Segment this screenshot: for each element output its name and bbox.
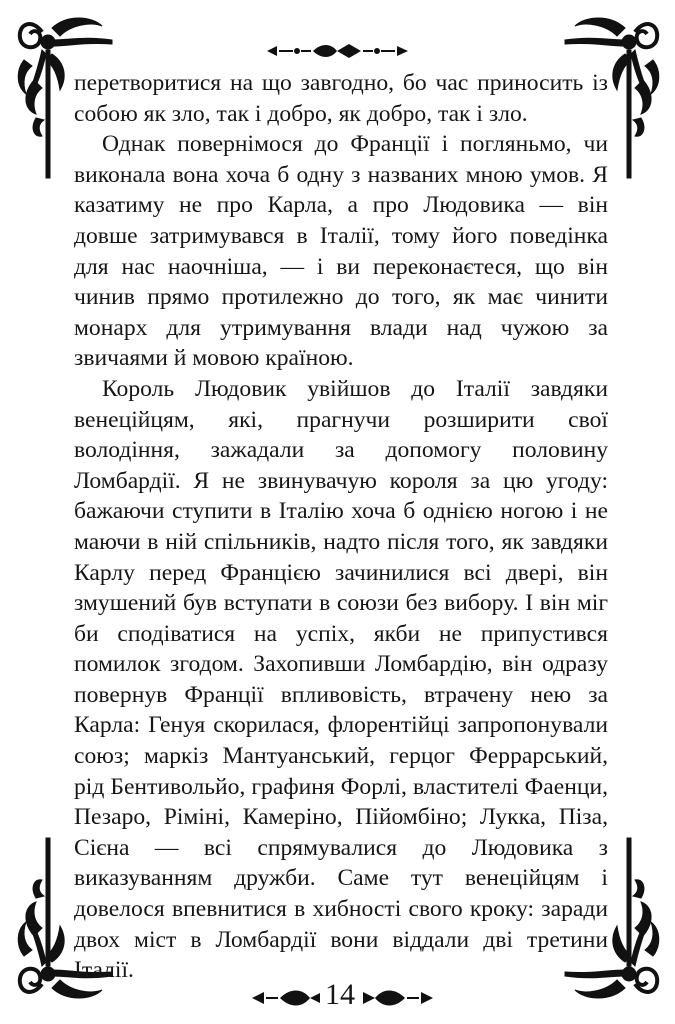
page-text bbox=[74, 68, 608, 986]
paragraph-continuation: перетворитися на що завгодно, бо час приносить із собою як зло, так і добро, як добро, так і зло. bbox=[74, 70, 608, 127]
paragraph: Однак повернімося до Франції і погляньмо, чи виконала вона хоча б одну з названих мною умов. Я казатиму не про Карла, а про Людовика — він довше затримувався в Італії, тому його поведінка для нас наочніша, — і ви переконаєтеся, що він чинив прямо протилежно до того, як має чинити монарх для утримування влади над чужою за звичаями й мовою країною. bbox=[74, 131, 608, 372]
page-number: 14 bbox=[320, 977, 360, 1013]
header-flourish-icon bbox=[265, 40, 410, 62]
paragraph: Король Людовик увійшов до Італії завдяки венеційцям, які, прагнучи розширити свої володіння, зажадали за допомогу половину Ломбардії. Я не звинувачую короля за цю угоду: бажаючи ступити в Італію хоча б однією ногою і не маючи в ній спільників, надто після того, як завдяки Карлу перед Францією зачинилися всі двері, він змушений був вступати в союзи без вибору. І він міг би сподіватися на успіх, якби не припустився помилок згодом. Захопивши Ломбардію, він одразу повернув Франції впливовість, втрачену нею за Карла: Генуя скорилася, флорентійці запропонували союз; маркіз Мантуанський, герцог Феррарський, рід Бентивольйо, графиня Форлі, властителі Фаенци, Пезаро, Ріміні, Камеріно, Пійомбіно; Лукка, Піза, Сієна — всі спрямувалися до Людовика з виказуванням дружби. Саме тут венеційцям і довелося впевнитися в хибності свого кроку: заради двох міст в Ломбардії вони віддали дві третини Італії. bbox=[74, 375, 608, 984]
